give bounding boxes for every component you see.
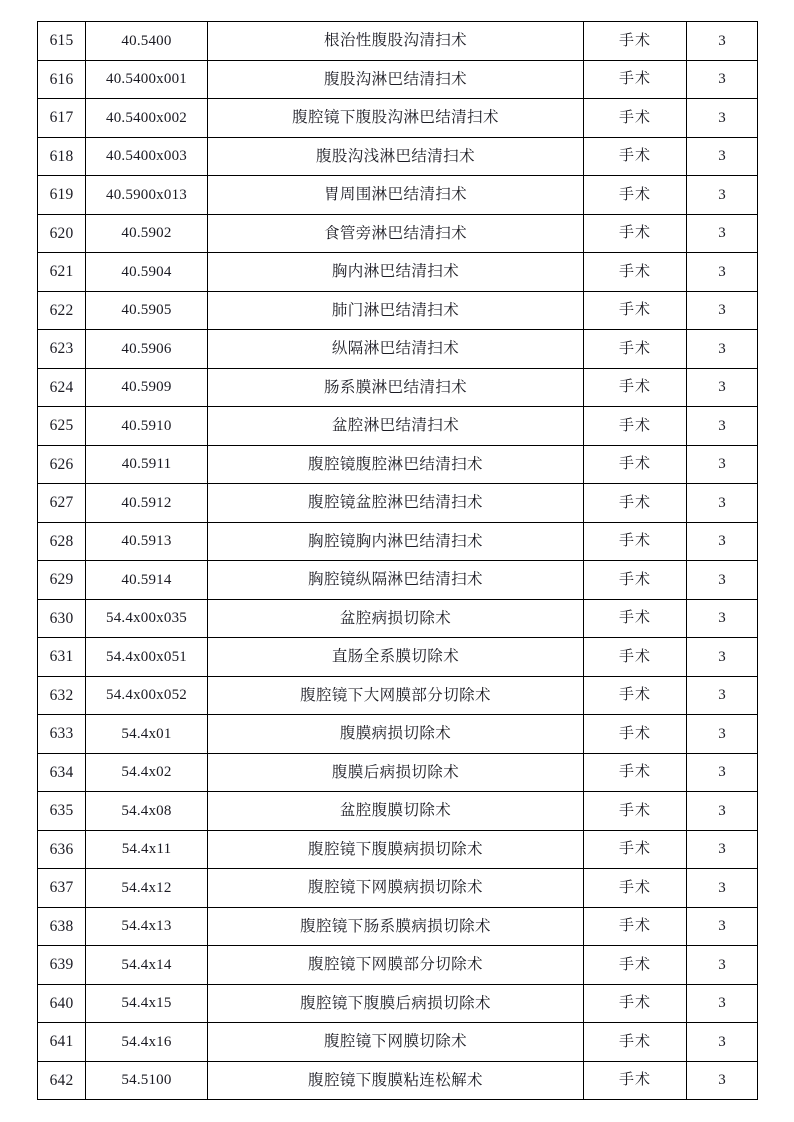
cell-procedure-code: 40.5905 [86,291,208,330]
cell-sequence-number: 626 [38,445,86,484]
cell-procedure-level: 3 [687,907,758,946]
cell-procedure-code: 54.4x15 [86,984,208,1023]
cell-procedure-code: 54.4x00x051 [86,638,208,677]
cell-procedure-name: 胸腔镜胸内淋巴结清扫术 [208,522,584,561]
cell-procedure-code: 54.4x00x052 [86,676,208,715]
cell-procedure-type: 手术 [584,368,687,407]
cell-procedure-type: 手术 [584,830,687,869]
cell-procedure-level: 3 [687,214,758,253]
cell-procedure-name: 盆腔病损切除术 [208,599,584,638]
table-row [38,445,758,484]
cell-procedure-name: 腹腔镜下网膜切除术 [208,1023,584,1062]
cell-procedure-type: 手术 [584,407,687,446]
table-row [38,869,758,908]
cell-procedure-name: 肠系膜淋巴结清扫术 [208,368,584,407]
cell-procedure-type: 手术 [584,214,687,253]
table-row [38,330,758,369]
cell-procedure-name: 纵隔淋巴结清扫术 [208,330,584,369]
cell-procedure-type: 手术 [584,99,687,138]
table-row [38,753,758,792]
cell-sequence-number: 641 [38,1023,86,1062]
table-row [38,137,758,176]
cell-procedure-code: 40.5400x002 [86,99,208,138]
table-row [38,946,758,985]
table-row [38,176,758,215]
table-row [38,407,758,446]
cell-procedure-name: 根治性腹股沟清扫术 [208,22,584,61]
cell-procedure-name: 胃周围淋巴结清扫术 [208,176,584,215]
cell-procedure-level: 3 [687,60,758,99]
cell-procedure-code: 54.4x01 [86,715,208,754]
cell-procedure-level: 3 [687,368,758,407]
cell-procedure-type: 手术 [584,676,687,715]
table-row [38,214,758,253]
cell-procedure-name: 腹股沟淋巴结清扫术 [208,60,584,99]
table-row [38,484,758,523]
cell-procedure-level: 3 [687,676,758,715]
cell-procedure-code: 40.5912 [86,484,208,523]
cell-procedure-level: 3 [687,484,758,523]
table-row [38,907,758,946]
table-row [38,368,758,407]
cell-sequence-number: 616 [38,60,86,99]
cell-procedure-level: 3 [687,946,758,985]
cell-sequence-number: 624 [38,368,86,407]
table-row [38,1061,758,1100]
cell-procedure-name: 腹腔镜下网膜部分切除术 [208,946,584,985]
cell-procedure-code: 40.5400 [86,22,208,61]
cell-procedure-code: 54.4x02 [86,753,208,792]
cell-procedure-type: 手术 [584,753,687,792]
cell-sequence-number: 630 [38,599,86,638]
cell-sequence-number: 629 [38,561,86,600]
cell-procedure-level: 3 [687,753,758,792]
cell-procedure-level: 3 [687,715,758,754]
cell-procedure-name: 腹腔镜下大网膜部分切除术 [208,676,584,715]
table-row [38,561,758,600]
cell-procedure-name: 腹腔镜下腹膜病损切除术 [208,830,584,869]
cell-procedure-type: 手术 [584,330,687,369]
table-row [38,984,758,1023]
cell-procedure-level: 3 [687,137,758,176]
cell-procedure-level: 3 [687,99,758,138]
cell-procedure-code: 40.5911 [86,445,208,484]
cell-procedure-name: 腹腔镜盆腔淋巴结清扫术 [208,484,584,523]
cell-procedure-name: 腹腔镜下腹膜粘连松解术 [208,1061,584,1100]
cell-procedure-type: 手术 [584,522,687,561]
cell-procedure-code: 40.5914 [86,561,208,600]
cell-procedure-code: 54.4x13 [86,907,208,946]
table-row [38,522,758,561]
cell-procedure-type: 手术 [584,22,687,61]
cell-procedure-level: 3 [687,792,758,831]
cell-procedure-code: 54.4x08 [86,792,208,831]
cell-procedure-code: 54.4x00x035 [86,599,208,638]
table-row [38,715,758,754]
cell-procedure-name: 腹腔镜下腹股沟淋巴结清扫术 [208,99,584,138]
cell-sequence-number: 625 [38,407,86,446]
cell-procedure-code: 40.5902 [86,214,208,253]
cell-sequence-number: 640 [38,984,86,1023]
cell-procedure-level: 3 [687,445,758,484]
cell-procedure-level: 3 [687,561,758,600]
cell-procedure-level: 3 [687,1061,758,1100]
table-row [38,599,758,638]
cell-procedure-type: 手术 [584,176,687,215]
cell-procedure-type: 手术 [584,946,687,985]
cell-procedure-level: 3 [687,638,758,677]
cell-procedure-code: 40.5904 [86,253,208,292]
cell-procedure-type: 手术 [584,60,687,99]
cell-sequence-number: 633 [38,715,86,754]
procedure-code-table [37,21,758,1100]
cell-procedure-type: 手术 [584,907,687,946]
cell-sequence-number: 621 [38,253,86,292]
cell-sequence-number: 628 [38,522,86,561]
cell-procedure-code: 40.5900x013 [86,176,208,215]
cell-sequence-number: 617 [38,99,86,138]
table-row [38,792,758,831]
cell-procedure-level: 3 [687,407,758,446]
table-row [38,291,758,330]
cell-sequence-number: 618 [38,137,86,176]
cell-procedure-type: 手术 [584,792,687,831]
cell-sequence-number: 631 [38,638,86,677]
cell-procedure-type: 手术 [584,291,687,330]
cell-procedure-name: 腹腔镜下腹膜后病损切除术 [208,984,584,1023]
cell-procedure-code: 40.5909 [86,368,208,407]
cell-procedure-name: 腹膜病损切除术 [208,715,584,754]
cell-procedure-name: 直肠全系膜切除术 [208,638,584,677]
table-row [38,99,758,138]
cell-procedure-level: 3 [687,1023,758,1062]
cell-procedure-code: 40.5906 [86,330,208,369]
cell-procedure-type: 手术 [584,869,687,908]
cell-procedure-type: 手术 [584,715,687,754]
cell-procedure-level: 3 [687,291,758,330]
cell-sequence-number: 623 [38,330,86,369]
cell-procedure-name: 腹腔镜腹腔淋巴结清扫术 [208,445,584,484]
cell-procedure-code: 40.5910 [86,407,208,446]
cell-procedure-code: 40.5913 [86,522,208,561]
cell-procedure-code: 40.5400x003 [86,137,208,176]
table-row [38,676,758,715]
table-row [38,1023,758,1062]
cell-sequence-number: 615 [38,22,86,61]
table-body [38,22,758,1100]
cell-procedure-type: 手术 [584,445,687,484]
cell-procedure-type: 手术 [584,484,687,523]
cell-procedure-name: 腹股沟浅淋巴结清扫术 [208,137,584,176]
cell-sequence-number: 622 [38,291,86,330]
cell-procedure-name: 腹腔镜下网膜病损切除术 [208,869,584,908]
cell-procedure-type: 手术 [584,638,687,677]
cell-procedure-name: 盆腔淋巴结清扫术 [208,407,584,446]
cell-procedure-type: 手术 [584,599,687,638]
cell-sequence-number: 634 [38,753,86,792]
table-row [38,253,758,292]
cell-procedure-code: 54.5100 [86,1061,208,1100]
table-row [38,22,758,61]
cell-sequence-number: 632 [38,676,86,715]
cell-procedure-name: 食管旁淋巴结清扫术 [208,214,584,253]
cell-procedure-type: 手术 [584,1023,687,1062]
cell-procedure-type: 手术 [584,561,687,600]
cell-procedure-name: 腹膜后病损切除术 [208,753,584,792]
table-row [38,638,758,677]
cell-procedure-name: 胸内淋巴结清扫术 [208,253,584,292]
cell-sequence-number: 620 [38,214,86,253]
cell-procedure-level: 3 [687,22,758,61]
cell-sequence-number: 642 [38,1061,86,1100]
cell-procedure-level: 3 [687,830,758,869]
cell-procedure-type: 手术 [584,137,687,176]
cell-procedure-level: 3 [687,522,758,561]
cell-sequence-number: 637 [38,869,86,908]
cell-procedure-level: 3 [687,984,758,1023]
cell-sequence-number: 635 [38,792,86,831]
table-row [38,60,758,99]
cell-procedure-code: 54.4x14 [86,946,208,985]
cell-procedure-code: 54.4x11 [86,830,208,869]
cell-procedure-level: 3 [687,176,758,215]
cell-procedure-type: 手术 [584,253,687,292]
table-row [38,830,758,869]
cell-sequence-number: 638 [38,907,86,946]
cell-procedure-level: 3 [687,869,758,908]
cell-procedure-name: 盆腔腹膜切除术 [208,792,584,831]
cell-procedure-name: 肺门淋巴结清扫术 [208,291,584,330]
cell-sequence-number: 639 [38,946,86,985]
cell-procedure-type: 手术 [584,984,687,1023]
cell-procedure-level: 3 [687,253,758,292]
cell-procedure-level: 3 [687,599,758,638]
cell-procedure-code: 54.4x16 [86,1023,208,1062]
cell-procedure-name: 胸腔镜纵隔淋巴结清扫术 [208,561,584,600]
cell-sequence-number: 627 [38,484,86,523]
cell-procedure-level: 3 [687,330,758,369]
cell-sequence-number: 636 [38,830,86,869]
cell-procedure-code: 40.5400x001 [86,60,208,99]
cell-procedure-type: 手术 [584,1061,687,1100]
cell-procedure-code: 54.4x12 [86,869,208,908]
cell-sequence-number: 619 [38,176,86,215]
cell-procedure-name: 腹腔镜下肠系膜病损切除术 [208,907,584,946]
